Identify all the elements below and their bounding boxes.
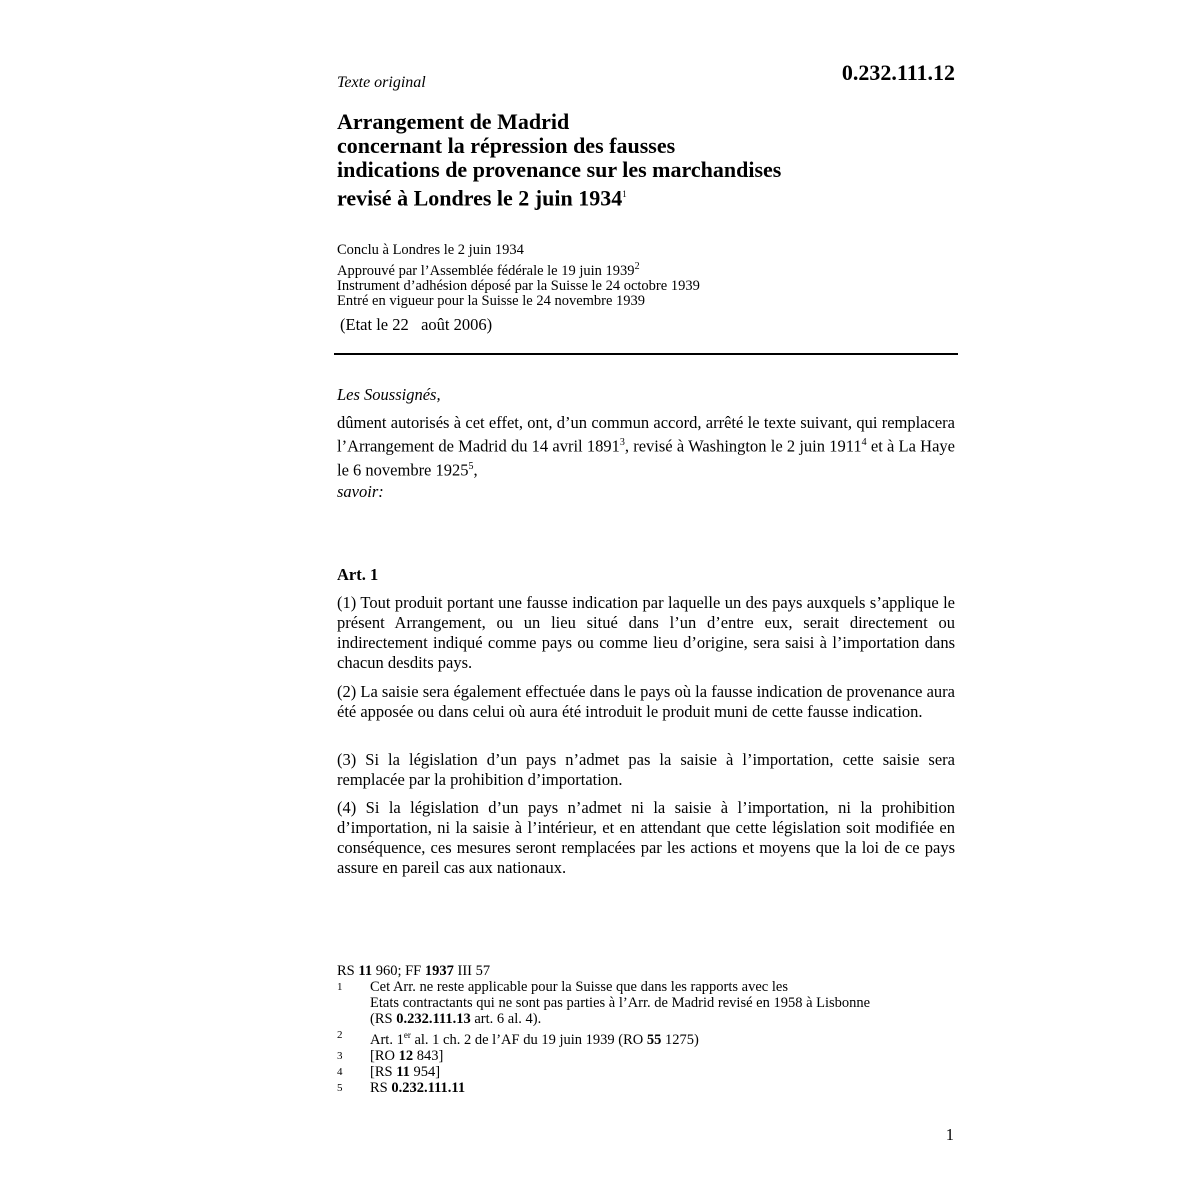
savoir: savoir: [337, 482, 384, 501]
fn-text-bold: 1937 [424, 963, 454, 979]
meta-in-force: Entré en vigueur pour la Suisse le 24 novembre 1939 [337, 293, 646, 310]
footnote-text [370, 1027, 937, 1048]
footnote-number: 3 [337, 1049, 343, 1062]
fn-text: 1275) [661, 1031, 699, 1048]
preamble-text: , [473, 460, 478, 479]
article-paragraph-2: (2) La saisie sera également effectuée dans le pays où la fausse indication de provenance aura été apposée ou dans celui où aura été introduit le produit muni de cette fausse indication. [337, 682, 955, 721]
fn-text-bold: 11 [358, 963, 373, 979]
footnote-ref[interactable]: 1 [622, 189, 627, 199]
title-line: Arrangement de Madrid [337, 109, 570, 134]
document-number: 0.232.111.12 [841, 60, 955, 85]
title-line-text: revisé à Londres le 2 juin 1934 [337, 185, 623, 211]
fn-text: 960; FF [372, 963, 425, 979]
footnote-number: 1 [337, 981, 343, 993]
footnote-ref[interactable]: 2 [634, 260, 640, 272]
preamble-text: et à La Haye le 6 novembre 1925 [337, 436, 955, 479]
fn-text: RS [370, 1079, 392, 1096]
header-divider [334, 353, 958, 355]
fn-text-bold: 12 [398, 1047, 414, 1064]
article-paragraph-4: (4) Si la législation d’un pays n’admet ni la saisie à l’importation, ni la prohibition d’importation, ni la saisie à l’intérieur, et en attendant que cette législation soit modifiée en conséquence, ces mesures seront remplacées par les actions et moyens que la loi de ce pays assure en pareil cas aux nationaux. [337, 798, 955, 877]
footnote-5 [337, 1080, 937, 1096]
meta-approved-text: Approuvé par l’Assemblée fédérale le 19 juin 1939 [337, 262, 635, 279]
article-paragraph-3: (3) Si la législation d’un pays n’admet pas la saisie à l’importation, cette saisie sera remplacée par la prohibition d’importation. [337, 750, 955, 789]
article-paragraph-1: (1) Tout produit portant une fausse indication par laquelle un des pays auxquels s’applique le présent Arrangement, ou un lieu situé dans l’un d’entre eux, serait directement ou indirectement indiqué comme pays ou comme lieu d’origine, sera saisi à l’importation dans chacun desdits pays. [337, 593, 955, 672]
preamble-text: dûment autorisés à cet effet, ont, d’un commun accord, arrêté le texte suivant, qui remplacera l’Arrangement de Madrid du 14 avril 1891 [337, 413, 955, 456]
preamble-text: , revisé à Washington le 2 juin 1911 [624, 436, 862, 456]
fn-text-bold: 0.232.111.13 [396, 1011, 471, 1027]
fn-text: [RS [370, 1063, 397, 1080]
fn-text: [RO [370, 1047, 399, 1064]
fn-text-bold: 55 [646, 1031, 662, 1048]
soussignes: Les Soussignés, [337, 385, 441, 404]
footnote-number: 2 [337, 1029, 343, 1041]
fn-text: art. 6 al. 4). [470, 1011, 542, 1027]
page-number: 1 [945, 1125, 954, 1144]
fn-sup: er [403, 1030, 411, 1040]
article-heading: Art. 1 [337, 565, 379, 584]
footnote-ref[interactable]: 5 [468, 460, 474, 472]
fn-text: Art. 1 [370, 1031, 404, 1048]
fn-text: (RS [370, 1011, 397, 1027]
footnote-source [337, 963, 937, 979]
footnote-ref[interactable]: 4 [861, 437, 867, 448]
footnotes [337, 963, 937, 1096]
title-line: concernant la répression des fausses [337, 133, 676, 158]
texte-original-label: Texte original [337, 74, 426, 91]
preamble-paragraph [337, 413, 955, 480]
footnote-text [370, 1064, 937, 1080]
fn-text-bold: 11 [396, 1063, 410, 1080]
fn-text: al. 1 ch. 2 de l’AF du 19 juin 1939 (RO [410, 1031, 647, 1048]
footnote-1 [337, 979, 937, 1027]
footnote-number: 5 [337, 1081, 343, 1094]
treaty-metadata [337, 243, 700, 310]
footnote-text [370, 979, 937, 1027]
fn-text: 843] [413, 1047, 444, 1064]
fn-line [370, 1011, 937, 1027]
fn-text: RS [337, 963, 359, 979]
fn-text: III 57 [453, 963, 491, 979]
footnote-3 [337, 1048, 937, 1064]
fn-line: Etats contractants qui ne sont pas parties à l’Arr. de Madrid revisé en 1958 à Lisbonne [370, 995, 871, 1011]
footnote-2 [337, 1027, 937, 1048]
status-date: (Etat le 22 août 2006) [340, 315, 493, 334]
title-line [337, 182, 781, 210]
title-line: indications de provenance sur les marchandises [337, 157, 782, 182]
footnote-text [370, 1048, 937, 1064]
meta-concluded: Conclu à Londres le 2 juin 1934 [337, 242, 524, 258]
footnote-4 [337, 1064, 937, 1080]
fn-text-bold: 0.232.111.11 [391, 1079, 466, 1096]
meta-instrument: Instrument d’adhésion déposé par la Suisse le 24 octobre 1939 [337, 277, 700, 294]
footnote-ref[interactable]: 3 [619, 437, 625, 448]
footnote-text [370, 1080, 937, 1096]
footnote-number: 4 [337, 1065, 343, 1078]
fn-line: Cet Arr. ne reste applicable pour la Suisse que dans les rapports avec les [370, 979, 788, 995]
fn-text: 954] [409, 1063, 441, 1080]
document-title [337, 110, 781, 210]
meta-approved [337, 259, 700, 279]
